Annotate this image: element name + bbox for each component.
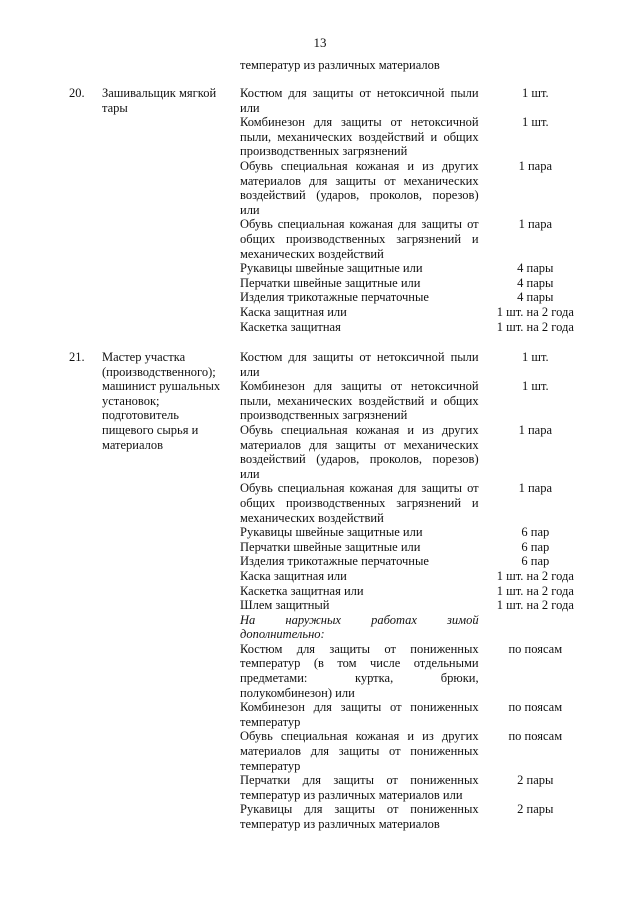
ppe-item-quantity: 6 пар [521,554,550,569]
ppe-item-name: Шлем защитный [240,598,330,613]
ppe-item-name: Рукавицы для защиты от пониженных температур из различных материалов [240,802,479,831]
ppe-item-row [240,423,590,481]
ppe-item-name: Костюм для защиты от нетоксичной пыли или [240,350,479,379]
ppe-item-name: Каскетка защитная [240,319,341,334]
ppe-item-quantity: 1 пара [518,481,553,496]
ppe-item-quantity: 6 пар [521,525,550,540]
ppe-item-name: Каска защитная или [240,568,347,583]
ppe-item-name: На наружных работах зимой дополнительно: [240,612,479,642]
ppe-item-name: Комбинезон для защиты от нетоксичной пыли, механических воздействий и общих производственных загрязнений [240,379,479,423]
ppe-item-quantity: 1 шт. на 2 года [496,304,574,319]
ppe-item-quantity: 1 пара [518,422,553,437]
ppe-item-quantity: 4 пары [517,290,554,305]
ppe-item-quantity: 1 пара [518,158,553,173]
ppe-item-quantity: 2 пары [517,802,554,817]
ppe-item-quantity: 1 шт. [521,350,549,364]
entry-number: 20. [69,86,85,100]
ppe-item-list [240,350,590,832]
ppe-item-quantity: 1 шт. [521,379,549,394]
ppe-item-quantity: 4 пары [517,275,554,290]
ppe-item-name: Обувь специальная кожаная и из других материалов для защиты от механических воздействий (ударов, проколов, порезов) или [240,158,479,217]
ppe-item-quantity [479,613,590,642]
ppe-item-row [240,598,590,613]
ppe-item-row [240,217,590,261]
ppe-item-row [240,305,590,320]
ppe-item-quantity: 1 шт. [521,86,549,100]
ppe-item-row [240,379,590,423]
ppe-item-quantity: 4 пары [517,261,554,276]
ppe-item-row [240,159,590,217]
ppe-item-row [240,86,590,115]
ppe-item-quantity: по поясам [508,729,563,744]
continuation-text: температур из различных материалов [240,58,440,72]
ppe-item-name: Каскетка защитная или [240,583,364,598]
ppe-item-row [240,729,590,773]
ppe-item-row [240,540,590,555]
ppe-item-name: Обувь специальная кожаная для защиты от общих производственных загрязнений и механических воздействий [240,481,479,525]
ppe-item-quantity: 1 шт. [521,115,549,130]
ppe-item-quantity: 1 пара [518,217,553,232]
ppe-item-name: Комбинезон для защиты от пониженных температур [240,700,479,729]
ppe-item-row [240,613,590,642]
entry-number: 21. [69,350,85,364]
ppe-item-row [240,642,590,700]
ppe-item-row [240,802,590,831]
ppe-item-name: Изделия трикотажные перчаточные [240,290,429,305]
ppe-item-quantity: по поясам [508,700,563,715]
ppe-item-name: Каска защитная или [240,304,347,319]
ppe-item-quantity: 2 пары [517,773,554,788]
ppe-item-name: Обувь специальная кожаная для защиты от общих производственных загрязнений и механических воздействий [240,217,479,261]
ppe-item-row [240,320,590,335]
ppe-item-name: Рукавицы швейные защитные или [240,261,423,276]
ppe-item-name: Перчатки швейные защитные или [240,275,421,290]
ppe-item-name: Костюм для защиты от нетоксичной пыли или [240,86,479,115]
ppe-item-list [240,86,590,334]
ppe-item-row [240,700,590,729]
page-number: 13 [313,35,327,50]
ppe-item-name: Костюм для защиты от пониженных температур (в том числе отдельными предметами: куртка, брюки, полукомбинезон) или [240,641,479,700]
entry-profession-title: Зашивальщик мягкой тары [102,86,217,115]
ppe-item-row [240,584,590,599]
ppe-item-name: Обувь специальная кожаная и из других материалов для защиты от пониженных температур [240,729,479,773]
ppe-item-name: Перчатки для защиты от пониженных температур из различных материалов или [240,773,479,802]
ppe-item-row [240,554,590,569]
ppe-item-row [240,350,590,379]
ppe-item-row [240,525,590,540]
ppe-item-quantity: по поясам [508,641,563,656]
ppe-item-quantity: 6 пар [521,539,550,554]
ppe-item-name: Обувь специальная кожаная и из других материалов для защиты от механических воздействий (ударов, проколов, порезов) или [240,422,479,481]
ppe-item-row [240,115,590,159]
entry-profession-title: Мастер участка (производственного); машинист рушальных установок; подготовитель пищевого сырья и материалов [102,350,221,452]
ppe-item-name: Рукавицы швейные защитные или [240,525,423,540]
ppe-item-row [240,261,590,276]
ppe-item-quantity: 1 шт. на 2 года [496,583,574,598]
ppe-item-name: Перчатки швейные защитные или [240,539,421,554]
ppe-item-name: Комбинезон для защиты от нетоксичной пыли, механических воздействий и общих производственных загрязнений [240,115,479,159]
ppe-item-quantity: 1 шт. на 2 года [496,568,574,583]
ppe-item-row [240,290,590,305]
ppe-item-quantity: 1 шт. на 2 года [496,598,574,613]
ppe-item-quantity: 1 шт. на 2 года [496,319,574,334]
ppe-item-name: Изделия трикотажные перчаточные [240,554,429,569]
ppe-item-row [240,276,590,291]
ppe-item-row [240,773,590,802]
ppe-item-row [240,481,590,525]
ppe-item-row [240,569,590,584]
